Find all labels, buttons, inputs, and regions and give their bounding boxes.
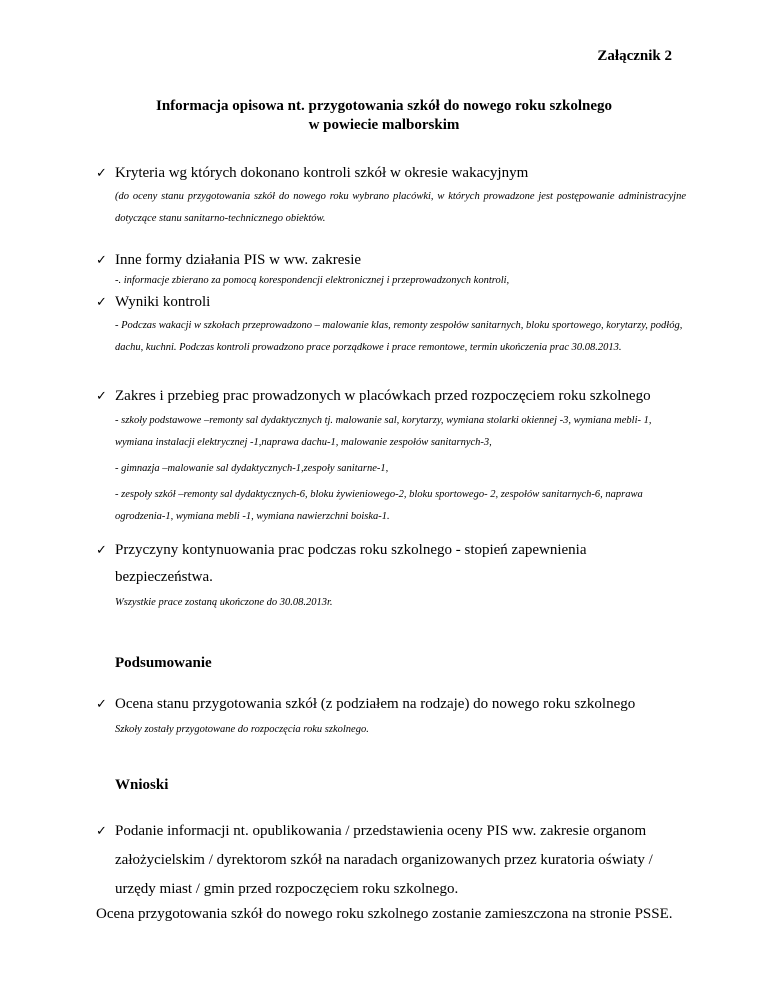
- checkmark-icon: ✓: [96, 824, 107, 839]
- checkmark-icon: ✓: [96, 253, 107, 268]
- item-note: Szkoły zostały przygotowane do rozpoczęcia roku szkolnego.: [115, 724, 369, 735]
- item-heading: Zakres i przebieg prac prowadzonych w placówkach przed rozpoczęciem roku szkolnego: [115, 388, 651, 404]
- annex-label: Załącznik 2: [597, 48, 672, 64]
- item-heading: Podanie informacji nt. opublikowania / przedstawienia oceny PIS ww. zakresie organom założycielskim / dyrektorom szkół na naradach organizowanych przez kuratoria oświaty / urzędy miast / gmin przed rozpoczęciem roku szkolnego.: [115, 823, 653, 897]
- checkmark-icon: ✓: [96, 389, 107, 404]
- item-heading: Wyniki kontroli: [115, 294, 211, 310]
- item-note: - Podczas wakacji w szkołach przeprowadzono – malowanie klas, remonty zespołów sanitarnych, bloku sportowego, korytarzy, podłóg, dachu, kuchni. Podczas kontroli prowadzono prace porządkowe i prace remontowe, termin ukończenia prac 30.08.2013.: [115, 320, 683, 353]
- item-note: Wszystkie prace zostaną ukończone do 30.08.2013r.: [115, 597, 333, 608]
- item-summary: [96, 691, 686, 741]
- checkmark-icon: ✓: [96, 543, 107, 558]
- item-note: (do oceny stanu przygotowania szkół do nowego roku wybrano placówki, w których prowadzone jest postępowanie administracyjne dotyczące stanu sanitarno-technicznego obiektów.: [115, 191, 686, 224]
- item-heading: Kryteria wg których dokonano kontroli szkół w okresie wakacyjnym: [115, 165, 529, 181]
- item-note: -. informacje zbierano za pomocą korespondencji elektronicznej i przeprowadzonych kontroli,: [115, 275, 510, 286]
- item-note: - szkoły podstawowe –remonty sal dydaktycznych tj. malowanie sal, korytarzy, wymiana stolarki okiennej -3, wymiana mebli- 1, wymiana instalacji elektrycznej -1,naprawa dachu-1, malowanie zespołów sanitarnych-3, - gimnazja –malowanie sal dydaktycznych-1,zespoły sanitarne-1, - zespoły szkół –remonty sal dydaktycznych-6, bloku żywieniowego-2, bloku sportowego- 2, zespołów sanitarnych-6, naprawa ogrodzenia-1, wymiana mebli -1, wymiana nawierzchni boiska-1.: [115, 415, 652, 522]
- footer-text: Ocena przygotowania szkół do nowego roku szkolnego zostanie zamieszczona na stronie PSSE.: [96, 906, 673, 922]
- item-criteria: [96, 160, 686, 230]
- item-heading: Przyczyny kontynuowania prac podczas roku szkolnego - stopień zapewnienia bezpieczeństwa.: [115, 542, 587, 585]
- item-heading: Inne formy działania PIS w ww. zakresie: [115, 252, 362, 268]
- title-line-1: Informacja opisowa nt. przygotowania szkół do nowego roku szkolnego: [156, 98, 612, 114]
- conclusions-title: Wnioski: [115, 777, 169, 793]
- title-line-2: w powiecie malborskim: [308, 117, 460, 133]
- checkmark-icon: ✓: [96, 295, 107, 310]
- item-heading: Ocena stanu przygotowania szkół (z podziałem na rodzaje) do nowego roku szkolnego: [115, 696, 636, 712]
- document-title: [0, 97, 768, 135]
- item-scope: [96, 383, 686, 528]
- summary-title: Podsumowanie: [115, 655, 212, 671]
- item-results: [96, 289, 686, 359]
- checkmark-icon: ✓: [96, 166, 107, 181]
- item-conclusions: [96, 817, 686, 904]
- checkmark-icon: ✓: [96, 697, 107, 712]
- item-continuation: [96, 537, 686, 614]
- item-other-forms: [96, 247, 686, 292]
